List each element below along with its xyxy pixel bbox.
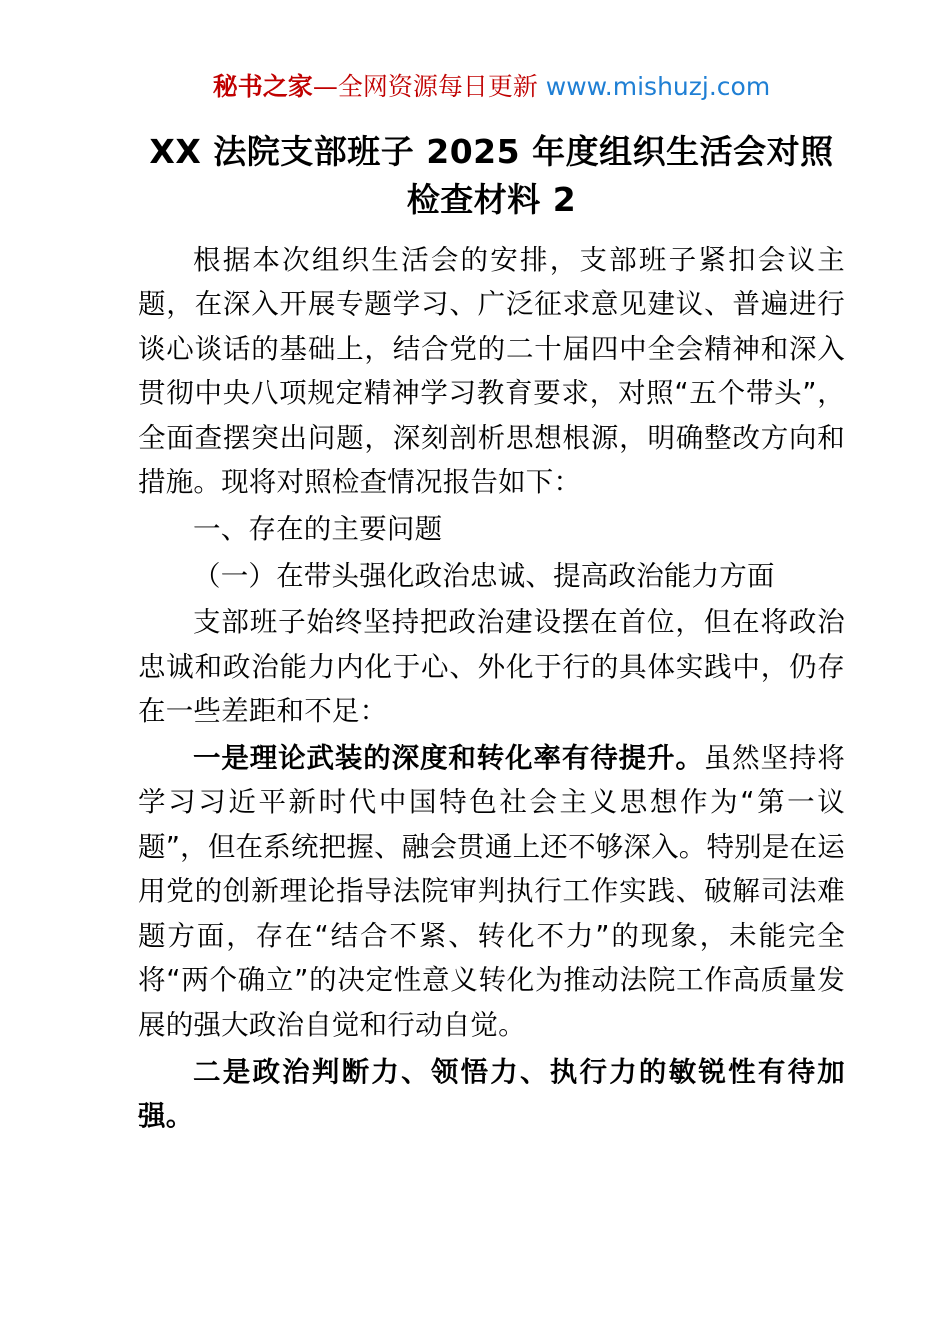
list-item (138, 1050, 845, 1139)
heading-subsection-one: （一）在带头强化政治忠诚、提高政治能力方面 (193, 559, 775, 592)
paragraph-intro: 根据本次组织生活会的安排，支部班子紧扣会议主题，在深入开展专题学习、广泛征求意见建议、普遍进行谈心谈话的基础上，结合党的二十届四中全会精神和深入贯彻中央八项规定精神学习教育要求，对照“五个带头”，全面查摆突出问题，深刻剖析思想根源，明确整改方向和措施。现将对照检查情况报告如下： (138, 243, 845, 499)
site-watermark (138, 72, 845, 102)
list-item-lead: 一是理论武装的深度和转化率有待提升。 (193, 741, 704, 774)
watermark-url[interactable]: www.mishuzj.com (545, 72, 771, 101)
list-item (138, 736, 845, 1048)
list-item-body: 虽然坚持将学习习近平新时代中国特色社会主义思想作为“第一议题”，但在系统把握、融会贯通上还不够深入。特别是在运用党的创新理论指导法院审判执行工作实践、破解司法难题方面，存在“结合不紧、转化不力”的现象，未能完全将“两个确立”的决定性意义转化为推动法院工作高质量发展的强大政治自觉和行动自觉。 (138, 741, 846, 1041)
heading-section-one: 一、存在的主要问题 (193, 512, 443, 545)
paragraph-subsection-intro: 支部班子始终坚持把政治建设摆在首位，但在将政治忠诚和政治能力内化于心、外化于行的具体实践中，仍存在一些差距和不足： (138, 606, 845, 728)
watermark-brand: 秘书之家 (212, 72, 313, 101)
watermark-tagline: —全网资源每日更新 (312, 72, 546, 101)
list-item-lead: 二是政治判断力、领悟力、执行力的敏锐性有待加强。 (138, 1055, 845, 1133)
page-title: XX 法院支部班子 2025 年度组织生活会对照检查材料 2 (149, 132, 834, 219)
